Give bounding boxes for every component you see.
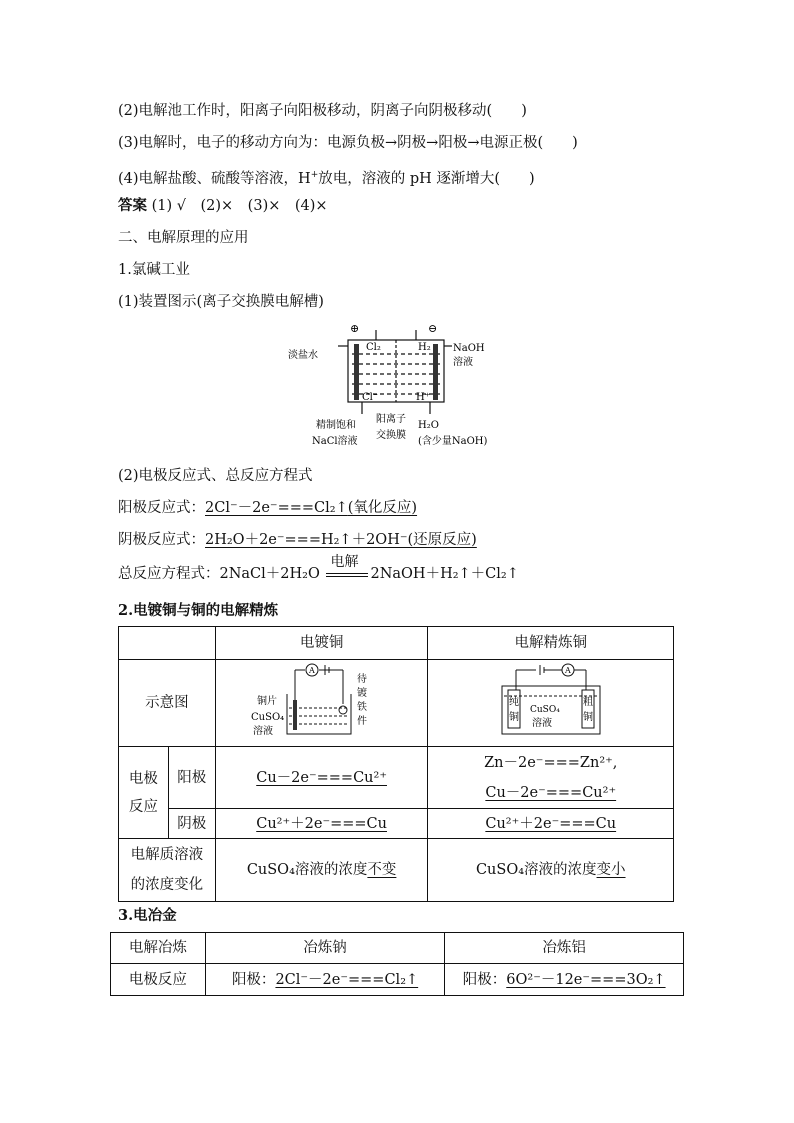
membrane-label-1: 阳离子 (376, 414, 406, 425)
refining-conc-value: 变小 (596, 862, 626, 878)
total-equation-line (118, 554, 519, 584)
refining-anode-eq (428, 747, 674, 809)
solution-label-2: 溶液 (531, 718, 552, 729)
cathode-label: 阴极反应式： (118, 532, 205, 548)
water-label: H₂O (418, 420, 439, 431)
row-label-concentration (119, 839, 216, 902)
nacl-solution-label: NaCl溶液 (312, 436, 358, 447)
anode-reaction-type: (氧化反应) (347, 500, 418, 516)
plating-concentration (215, 839, 428, 902)
cuso4-label: CuSO₄ (250, 712, 284, 723)
refining-anode-zn: Zn－2e⁻===Zn²⁺, (484, 754, 618, 771)
solution-label: 溶液 (252, 726, 273, 737)
aluminum-anode (445, 964, 684, 996)
header-aluminum: 冶炼铝 (445, 933, 684, 964)
question-2: (2)电解池工作时，阳离子向阳极移动，阴离子向阴极移动( ) (118, 103, 527, 119)
crude-copper-label-1: 粗 (582, 697, 593, 708)
sodium-anode-eq: 2Cl⁻－2e⁻===Cl₂↑ (275, 971, 419, 988)
iron-label-3: 铁 (356, 702, 367, 713)
refining-diagram (496, 660, 606, 740)
crude-copper-label-2: 铜 (582, 712, 593, 723)
cl-ion-label: Cl⁻ (362, 392, 379, 403)
answer-line (118, 196, 328, 216)
cathode-equation: 2H₂O＋2e⁻===H₂↑＋2OH⁻ (205, 532, 408, 548)
plating-cathode-eq (215, 809, 428, 839)
concentration-label-1: 电解质溶液 (130, 847, 204, 863)
plating-diagram-cell (215, 660, 428, 747)
minus-sign: ⊖ (428, 322, 438, 335)
refining-concentration (428, 839, 674, 902)
question-4 (118, 165, 535, 189)
plating-cathode-text: Cu²⁺＋2e⁻===Cu (256, 815, 387, 832)
anode-equation: 2Cl⁻－2e⁻===Cl₂↑ (205, 500, 348, 516)
electrometallurgy-table (110, 932, 684, 996)
plating-diagram (247, 660, 397, 740)
aluminum-anode-eq: 6O²⁻－12e⁻===3O₂↑ (506, 971, 666, 988)
cathode-reaction-type: (还原反应) (407, 532, 477, 548)
sodium-anode-label: 阳极： (231, 971, 276, 988)
answer-label: 答案 (118, 197, 147, 214)
concentration-label-2: 的浓度变化 (130, 877, 204, 893)
header-electrolysis: 电解冶炼 (111, 933, 206, 964)
refining-diagram-cell (428, 660, 674, 747)
iron-label-1: 待 (356, 674, 367, 685)
refining-cathode-eq (428, 809, 674, 839)
total-right: 2NaOH＋H₂↑＋Cl₂↑ (370, 566, 519, 582)
copper-plate-label: 铜片 (256, 696, 277, 707)
h-ion-label: H⁺ (416, 392, 430, 403)
pure-copper-label-2: 铜 (508, 712, 519, 723)
anode-label: 阳极反应式： (118, 500, 205, 516)
electrode-label-1: 电极 (128, 770, 158, 787)
naoh-solution-label: 溶液 (453, 357, 473, 368)
plating-conc-value: 不变 (367, 862, 397, 878)
water-naoh-label: (含少量NaOH) (418, 436, 488, 447)
header-plating: 电镀铜 (215, 627, 428, 660)
total-label: 总反应方程式： (118, 566, 220, 582)
row-label-cathode: 阴极 (168, 809, 215, 839)
row-label-electrode (119, 747, 169, 839)
membrane-label-2: 交换膜 (376, 430, 406, 441)
electroplating-table (118, 626, 674, 902)
cathode-equation-line (118, 530, 477, 550)
iron-label-4: 件 (356, 716, 367, 727)
plating-conc-text: CuSO₄溶液的浓度 (246, 862, 368, 878)
pure-copper-label-1: 纯 (508, 697, 519, 708)
question-4-text-a: (4)电解盐酸、硫酸等溶液，H (118, 171, 311, 187)
header-refining: 电解精炼铜 (428, 627, 674, 660)
refining-conc-text: CuSO₄溶液的浓度 (475, 862, 597, 878)
naoh-label: NaOH (453, 343, 485, 354)
plating-anode-eq (215, 747, 428, 809)
header-sodium: 冶炼钠 (205, 933, 445, 964)
question-4-text-b: 放电，溶液的 pH 逐渐增大( ) (318, 171, 535, 187)
electrolysis-condition (324, 554, 370, 584)
anode-equation-line (118, 498, 417, 518)
row-label-diagram: 示意图 (119, 660, 216, 747)
iron-label-2: 镀 (356, 688, 367, 699)
electrolysis-label: 电解 (330, 554, 359, 570)
saturated-brine-label: 精制饱和 (316, 420, 356, 431)
h2-label: H₂ (418, 342, 431, 353)
question-4-sup: + (310, 170, 319, 180)
item-device-diagram: (1)装置图示(离子交换膜电解槽) (118, 294, 324, 310)
subsection-chlor-alkali: 1.氯碱工业 (118, 262, 190, 278)
row-label-anode: 阳极 (168, 747, 215, 809)
cl2-label: Cl₂ (366, 342, 381, 353)
ammeter-symbol-2: A (564, 666, 571, 675)
question-3: (3)电解时，电子的移动方向为：电源负极→阴极→阳极→电源正极( ) (118, 135, 578, 151)
item-electrode-equations: (2)电极反应式、总反应方程式 (118, 468, 313, 484)
ammeter-symbol: A (308, 666, 315, 675)
aluminum-anode-label: 阳极： (462, 971, 507, 988)
subsection-electroplating: 2.电镀铜与铜的电解精炼 (118, 602, 279, 619)
refining-cathode-text: Cu²⁺＋2e⁻===Cu (485, 815, 617, 832)
dilute-brine-label: 淡盐水 (288, 350, 318, 361)
row-label-electrode-reaction: 电极反应 (111, 964, 206, 996)
subsection-electrometallurgy: 3.电冶金 (118, 907, 177, 924)
total-left: 2NaCl＋2H₂O (219, 566, 320, 582)
chlor-alkali-diagram (280, 318, 520, 454)
plus-sign: ⊕ (350, 322, 360, 335)
section-title: 二、电解原理的应用 (118, 230, 249, 246)
plating-anode-text: Cu－2e⁻===Cu²⁺ (256, 769, 387, 786)
electrode-label-2: 反应 (128, 798, 158, 815)
cuso4-label-2: CuSO₄ (529, 705, 560, 715)
refining-anode-cu: Cu－2e⁻===Cu²⁺ (485, 784, 617, 801)
table-corner (119, 627, 216, 660)
answer-text: (1) √ (2)× (3)× (4)× (151, 198, 328, 214)
sodium-anode (205, 964, 445, 996)
